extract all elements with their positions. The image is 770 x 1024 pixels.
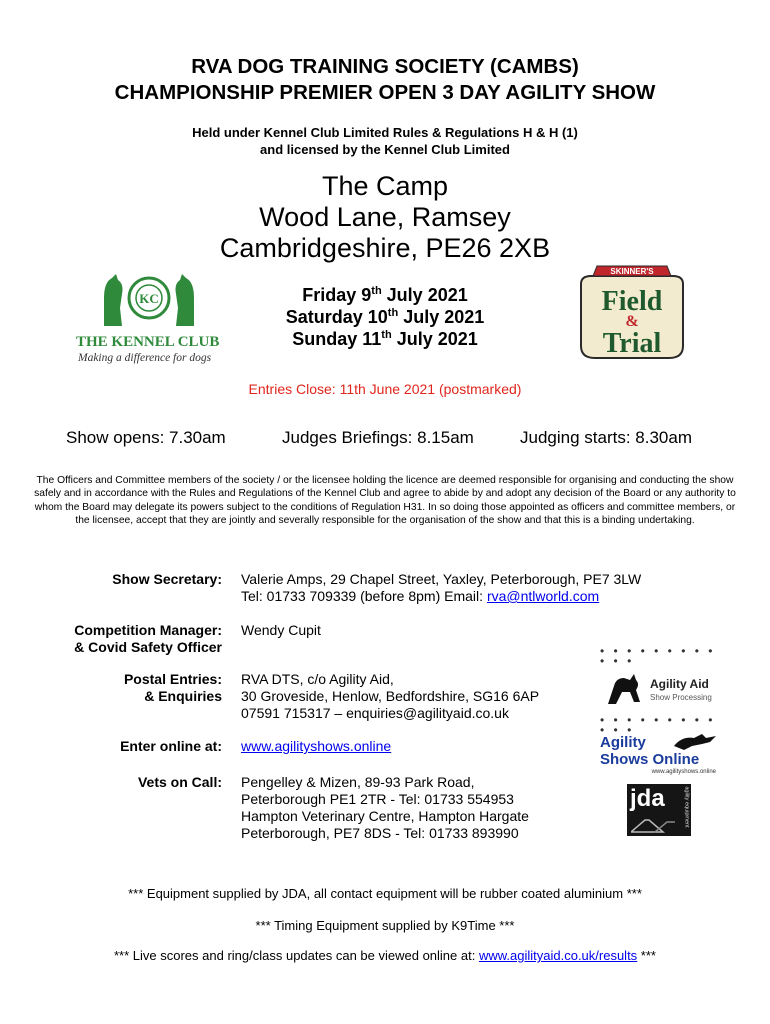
online-label: Enter online at: [120,738,222,754]
manager-label-1: Competition Manager: [74,622,222,638]
title-line-2: CHAMPIONSHIP PREMIER OPEN 3 DAY AGILITY SHOW [114,81,656,104]
agility-aid-logo [600,644,718,737]
svg-text:Show Processing: Show Processing [650,693,712,702]
manager-value: Wendy Cupit [241,622,321,638]
vets-label: Vets on Call: [137,774,222,790]
postal-label-1: Postal Entries: [123,671,222,687]
dots-top-icon: • • • • • • • • • • • • [600,644,716,668]
svg-text:SKINNER'S: SKINNER'S [610,267,654,276]
agility-shows-online-logo [600,734,720,780]
postal-line-1: RVA DTS, c/o Agility Aid, [241,671,394,687]
svg-text:Field: Field [601,286,663,317]
vets-line-2: Peterborough PE1 2TR - Tel: 01733 554953 [241,791,514,807]
venue-line-1: The Camp [321,171,449,201]
secretary-line-1: Valerie Amps, 29 Chapel Street, Yaxley, Peterborough, PE7 3LW [241,571,642,587]
responsibility-paragraph: The Officers and Committee members of the society / or the licensee holding the licence are deemed responsible for organising and conducting the show safely and in accordance with the Rules and Regulations of the Kennel Club and agree to abide by and adopt any decision of the Board or any authority to whom the Board may delegate its powers subject to the conditions of Regulation H31. In so doing those appointed as officers and committee members, or the licensee, accept that they are jointly and severally responsible for the organisation of the show and that this is a binding undertaking. [34,475,736,527]
title-line-1: RVA DOG TRAINING SOCIETY (CAMBS) [191,55,579,78]
rules-line-1: Held under Kennel Club Limited Rules & Regulations H & H (1) [192,125,578,140]
date-sunday: Sunday 11th July 2021 [292,329,478,349]
results-link[interactable]: www.agilityaid.co.uk/results [478,948,638,963]
agility-shows-word-1: Agility [600,734,646,751]
postal-line-3: 07591 715317 – enquiries@agilityaid.co.uk [241,705,509,721]
svg-text:Agility Aid: Agility Aid [650,677,709,691]
agility-shows-url: www.agilityshows.online [651,769,716,775]
agility-aid-dog-icon [600,666,718,710]
manager-label-2: & Covid Safety Officer [74,639,222,655]
vets-line-3: Hampton Veterinary Centre, Hampton Hargate [241,808,529,824]
kennel-club-tagline: Making a difference for dogs [78,352,212,364]
kennel-club-emblem-icon [74,268,224,328]
jda-side-text: agility equipment [683,786,690,828]
secretary-label: Show Secretary: [112,571,222,587]
vets-line-4: Peterborough, PE7 8DS - Tel: 01733 893990 [241,825,519,841]
dots-bottom-icon: • • • • • • • • • • • • [600,713,716,737]
venue-line-3: Cambridgeshire, PE26 2XB [219,233,551,263]
vets-line-1: Pengelley & Mizen, 89-93 Park Road, [241,774,475,790]
svg-text:Trial: Trial [602,328,662,359]
online-entry-link[interactable]: www.agilityshows.online [241,738,392,754]
rules-line-2: and licensed by the Kennel Club Limited [260,142,510,157]
postal-label-2: & Enquiries [144,688,222,704]
judging-starts: Judging starts: 8.30am [520,428,692,447]
judges-briefings: Judges Briefings: 8.15am [282,428,474,447]
svg-text:&: & [625,313,639,330]
jda-name: jda [630,785,665,812]
secretary-line-2: Tel: 01733 709339 (before 8pm) Email: rva@ntlworld.com [241,588,600,604]
entries-close: Entries Close: 11th June 2021 (postmarked) [248,381,522,397]
field-trial-badge-icon [571,262,693,366]
footer-timing: *** Timing Equipment supplied by K9Time *** [255,918,515,933]
kennel-club-name: THE KENNEL CLUB [76,334,220,350]
date-saturday: Saturday 10th July 2021 [285,307,485,327]
venue-line-2: Wood Lane, Ramsey [259,202,511,232]
footer-live-scores: *** Live scores and ring/class updates can be viewed online at: www.agilityaid.co.uk/results *** [114,948,656,963]
jumping-dog-icon [672,732,718,752]
field-trial-logo [571,262,693,366]
show-opens: Show opens: 7.30am [66,428,226,447]
svg-text:KC: KC [139,291,159,306]
jda-ramp-icon [631,816,675,834]
date-friday: Friday 9th July 2021 [302,285,468,305]
footer-equipment: *** Equipment supplied by JDA, all contact equipment will be rubber coated aluminium *** [128,886,642,901]
kennel-club-logo [74,268,224,364]
postal-line-2: 30 Groveside, Henlow, Bedfordshire, SG16 6AP [241,688,540,704]
jda-logo [627,784,691,836]
agility-shows-word-2: Shows Online [600,751,700,768]
secretary-email-link[interactable]: rva@ntlworld.com [486,588,600,604]
